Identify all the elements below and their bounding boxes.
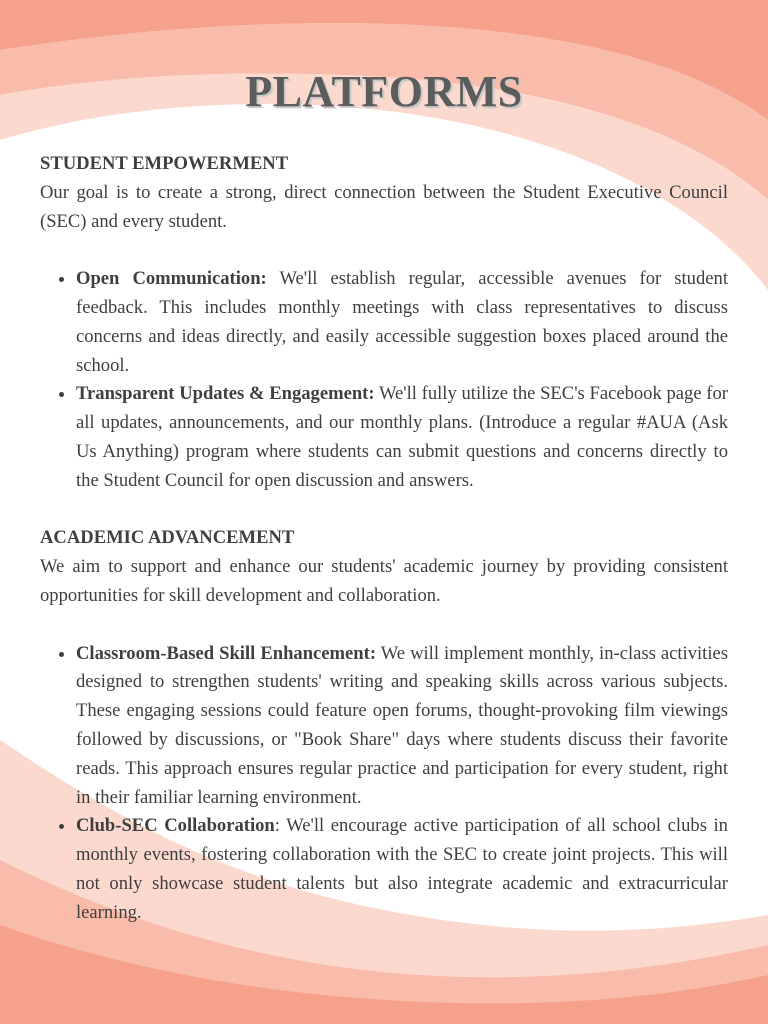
spacer [40, 611, 728, 640]
spacer [40, 236, 728, 265]
section-intro: Our goal is to create a strong, direct connection between the Student Executive Council (SEC) and every student. [40, 181, 728, 232]
section-intro: We aim to support and enhance our students' academic journey by providing consistent opportunities for skill development and collaboration. [40, 556, 728, 606]
list-item [76, 380, 728, 495]
item-label: Club-SEC Collaboration [76, 815, 275, 837]
item-text: We'll establish regular, accessible avenues for student feedback. This includes monthly meetings with class representatives to discuss concerns and ideas directly, and easily accessible suggestion boxes placed around the school. [76, 268, 728, 376]
section-heading: STUDENT EMPOWERMENT [40, 153, 289, 174]
list-item [76, 265, 728, 380]
item-text: : We'll encourage active participation of all school clubs in monthly events, fostering collaboration with the SEC to create joint projects. This will not only showcase student talents but also integrate academic and extracurricular learning. [76, 815, 728, 923]
item-text: We'll fully utilize the SEC's Facebook page for all updates, announcements, and our monthly plans. (Introduce a regular #AUA (Ask Us Anything) program where students can submit questions and concerns directly to the Student Council for open discussion and answers. [76, 383, 728, 491]
bullet-list [40, 265, 728, 495]
item-label: Transparent Updates & Engagement: [76, 383, 375, 405]
item-text: We will implement monthly, in-class activities designed to strengthen students' writing and speaking skills across various subjects. These engaging sessions could feature open forums, thought-provoking film viewings followed by discussions, or "Book Share" days where students discuss their favorite reads. This approach ensures regular practice and participation for every student, right in their familiar learning environment. [76, 642, 728, 808]
bullet-list [40, 640, 728, 928]
item-label: Classroom-Based Skill Enhancement: [76, 642, 377, 664]
section-student-empowerment [40, 150, 728, 496]
content-body [40, 150, 728, 928]
spacer [40, 496, 728, 525]
list-item [76, 640, 728, 813]
list-item [76, 812, 728, 927]
section-heading: ACADEMIC ADVANCEMENT [40, 527, 295, 549]
section-academic-advancement [40, 524, 728, 927]
item-label: Open Communication: [76, 268, 267, 290]
page-title: PLATFORMS [245, 67, 523, 116]
